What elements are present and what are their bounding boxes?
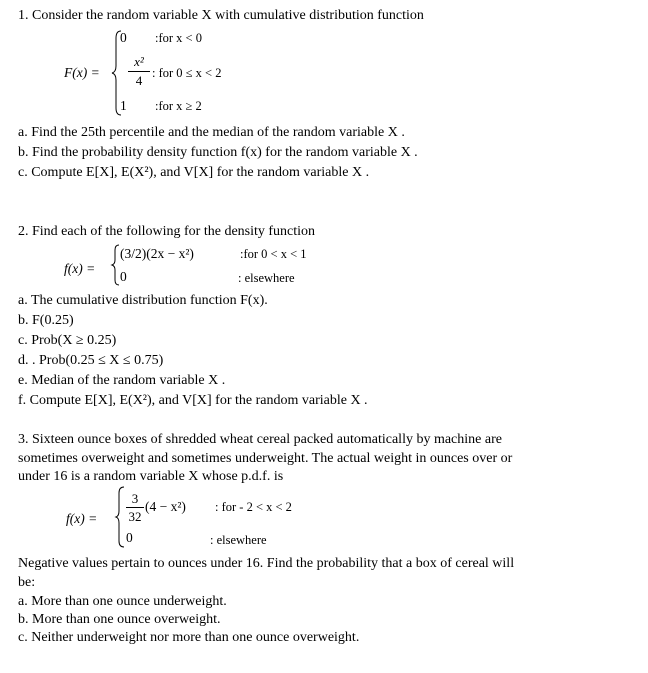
q2-case2-condition: : elsewhere (238, 271, 295, 285)
q3-case1-condition: : for - 2 < x < 2 (215, 500, 292, 514)
q2-part-a: a. The cumulative distribution function F(x). (18, 293, 268, 308)
q3-fraction-bar (126, 507, 144, 508)
q1-case1-value: 0 (120, 30, 127, 45)
q3-text-line1: 3. Sixteen ounce boxes of shredded wheat cereal packed automatically by machine are (18, 432, 502, 447)
q1-case2-condition: : for 0 ≤ x < 2 (152, 66, 222, 80)
q3-case2-condition: : elsewhere (210, 533, 267, 547)
q3-part-b: b. More than one ounce overweight. (18, 612, 221, 627)
q2-part-c: c. Prob(X ≥ 0.25) (18, 333, 117, 348)
q1-part-c: c. Compute E[X], E(X²), and V[X] for the random variable X . (18, 165, 370, 180)
q2-part-d: d. . Prob(0.25 ≤ X ≤ 0.75) (18, 353, 164, 368)
q3-case1-tail: (4 − x²) (145, 499, 186, 514)
q1-part-b: b. Find the probability density function f(x) for the random variable X . (18, 145, 418, 160)
q1-case3-condition: :for x ≥ 2 (155, 99, 202, 113)
q3-text-line3: under 16 is a random variable X whose p.d.f. is (18, 469, 284, 484)
q1-part-a: a. Find the 25th percentile and the median of the random variable X . (18, 125, 405, 140)
q1-fraction-bar (128, 71, 150, 72)
q3-part-a: a. More than one ounce underweight. (18, 594, 227, 609)
q2-case1-condition: :for 0 < x < 1 (240, 247, 307, 261)
q2-function-lhs: f(x) = (64, 261, 96, 276)
q1-function-lhs: F(x) = (64, 65, 100, 80)
q3-case1-denominator: 32 (128, 509, 142, 524)
q2-part-f: f. Compute E[X], E(X²), and V[X] for the random variable X . (18, 393, 368, 408)
q3-text-line5: be: (18, 575, 36, 590)
q1-case3-value: 1 (120, 98, 127, 113)
q2-case2-value: 0 (120, 269, 127, 284)
q2-part-e: e. Median of the random variable X . (18, 373, 226, 388)
q3-text-line2: sometimes overweight and sometimes underweight. The actual weight in ounces over or (18, 451, 513, 466)
q3-part-c: c. Neither underweight nor more than one ounce overweight. (18, 630, 360, 645)
q3-function-lhs: f(x) = (66, 511, 98, 526)
q1-case2-numerator: x² (134, 54, 144, 69)
q3-case1-numerator: 3 (131, 491, 139, 506)
q2-intro: 2. Find each of the following for the density function (18, 224, 316, 239)
q2-case1-value: (3/2)(2x − x²) (120, 246, 194, 261)
q3-case2-value: 0 (126, 530, 133, 545)
q1-case1-condition: :for x < 0 (155, 31, 202, 45)
q3-text-line4: Negative values pertain to ounces under 16. Find the probability that a box of cereal will (18, 556, 515, 571)
q1-intro: 1. Consider the random variable X with cumulative distribution function (18, 8, 424, 23)
q2-part-b: b. F(0.25) (18, 313, 74, 328)
q1-case2-denominator: 4 (135, 73, 143, 88)
